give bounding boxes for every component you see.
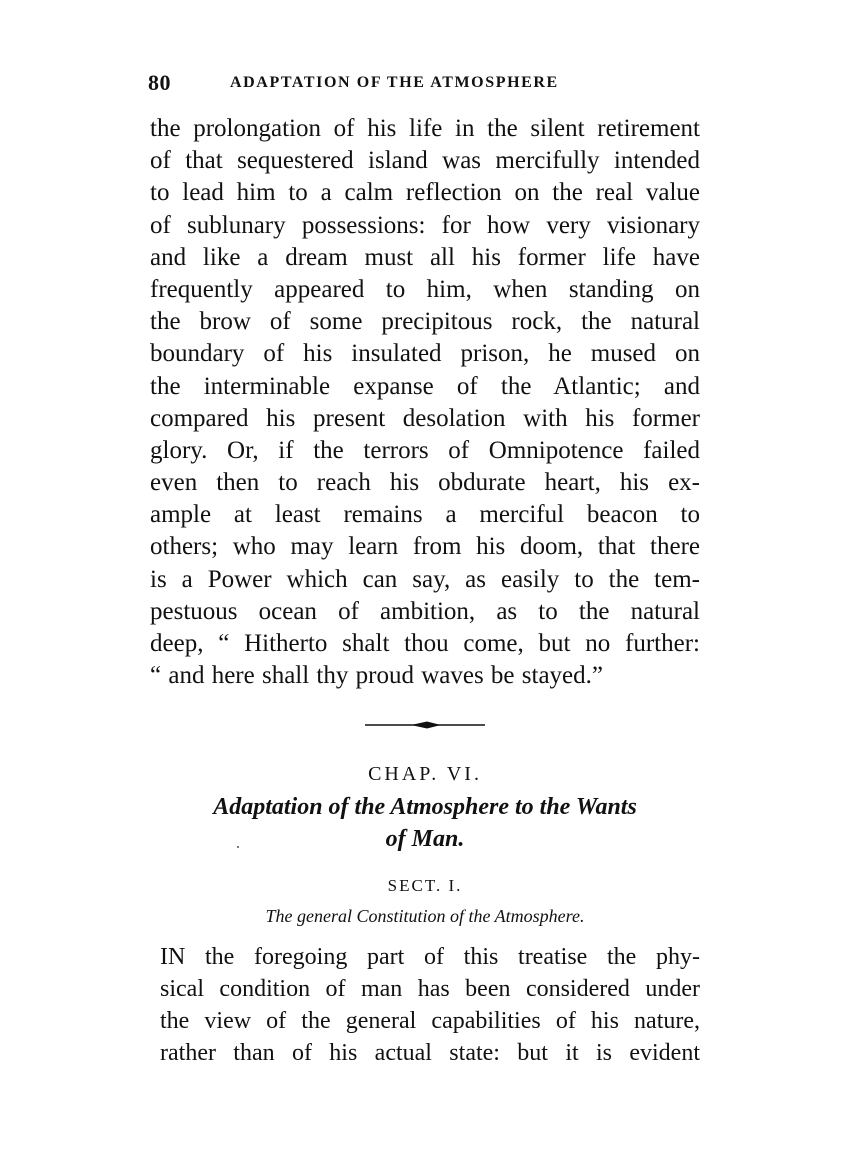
section-divider-ornament	[365, 720, 485, 730]
text-line: pestuous ocean of ambition, as to the natural	[150, 597, 700, 625]
text-line: the brow of some precipitous rock, the natural	[150, 308, 700, 336]
page-header	[148, 70, 708, 100]
text-line: the interminable expanse of the Atlantic; and	[150, 372, 700, 400]
text-line: to lead him to a calm reflection on the real value	[150, 179, 700, 207]
text-line: even then to reach his obdurate heart, his ex-	[150, 469, 700, 497]
paragraph-foregoing	[160, 941, 700, 1069]
paragraph-prolongation	[150, 113, 700, 692]
text-line: the view of the general capabilities of his nature,	[160, 1008, 700, 1034]
text-line: deep, “ Hitherto shalt thou come, but no further:	[150, 630, 700, 657]
text-line: the prolongation of his life in the silent retirement	[150, 115, 700, 142]
running-head: ADAPTATION OF THE ATMOSPHERE	[230, 74, 559, 91]
text-line: rather than of his actual state: but it is evident	[160, 1040, 700, 1066]
text-line: boundary of his insulated prison, he mused on	[150, 340, 700, 368]
chapter-title: CHAP. VI.	[368, 763, 482, 785]
chapter-subtitle-line1: Adaptation of the Atmosphere to the Wants	[213, 794, 637, 820]
text-line: “ and here shall thy proud waves be stayed.”	[150, 662, 603, 690]
text-line: is a Power which can say, as easily to the tem-	[150, 565, 700, 593]
text-line: of that sequestered island was mercifully intended	[150, 147, 700, 175]
page-number: 80	[148, 70, 171, 95]
section-title: The general Constitution of the Atmosphere.	[265, 906, 585, 926]
text-line: compared his present desolation with his former	[150, 404, 700, 432]
ink-speck	[237, 846, 239, 848]
text-line: glory. Or, if the terrors of Omnipotence failed	[150, 436, 700, 464]
text-line: ample at least remains a merciful beacon to	[150, 501, 700, 529]
text-line: IN the foregoing part of this treatise the phy-	[160, 944, 700, 970]
section-label: SECT. I.	[387, 876, 463, 895]
text-line: of sublunary possessions: for how very visionary	[150, 211, 700, 239]
chapter-subtitle-line2: of Man.	[385, 826, 465, 852]
text-line: sical condition of man has been considered under	[160, 976, 700, 1002]
text-line: others; who may learn from his doom, that there	[150, 533, 700, 561]
text-line: frequently appeared to him, when standing on	[150, 275, 700, 303]
text-line: and like a dream must all his former life have	[150, 243, 700, 271]
